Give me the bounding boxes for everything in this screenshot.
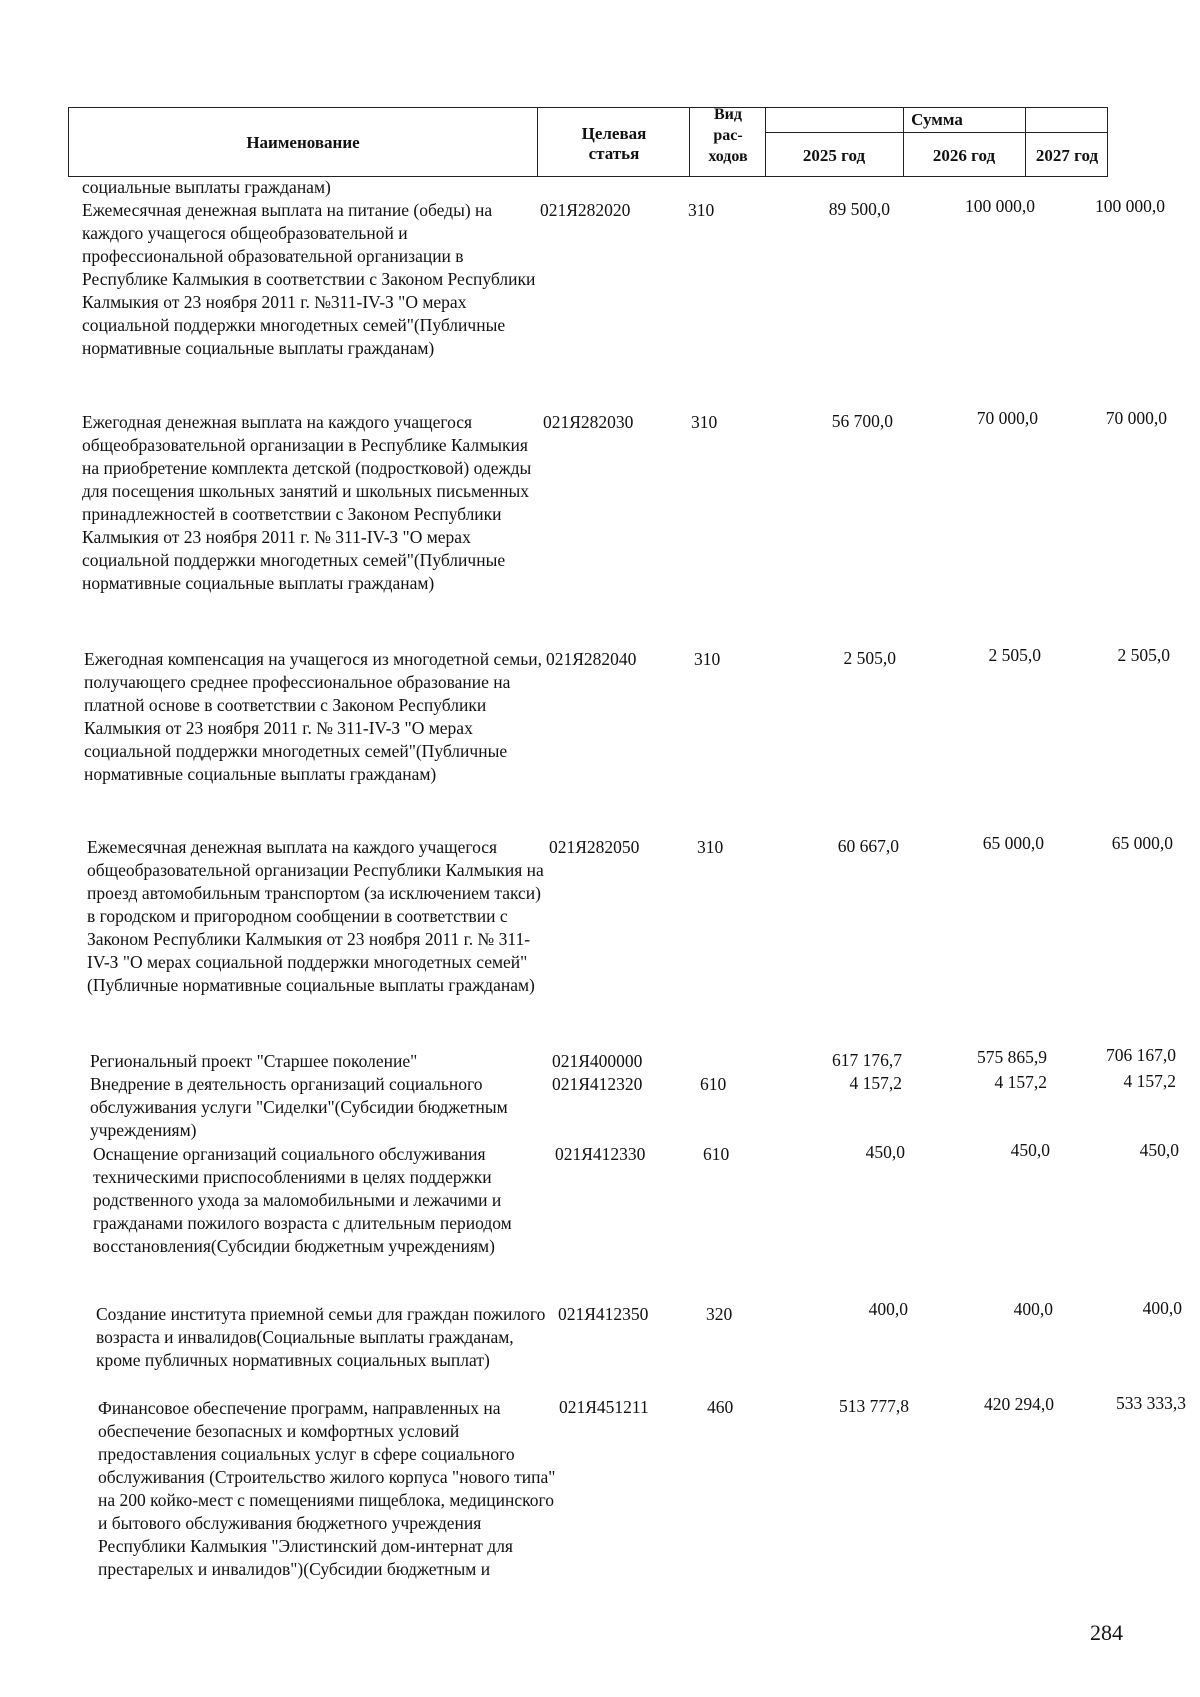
row-name: Ежегодная денежная выплата на каждого учащегося общеобразовательной организации в Республике Калмыкия на приобретение комплекта детской (подростковой) одежды для посещения школьных занятий и школьных письменных принадлежностей в соответствии с Законом Республики Калмыкия от 23 ноября 2011 г. № 311-IV-З "О мерах социальной поддержки многодетных семей"(Публичные нормативные социальные выплаты гражданам) <box>82 412 532 593</box>
row-2025: 513 777,8 <box>839 1396 909 1416</box>
row-code: 021Я412320 <box>552 1074 643 1094</box>
row-code: 021Я282040 <box>546 649 637 669</box>
row-2026: 450,0 <box>1010 1140 1050 1160</box>
row-2026: 2 505,0 <box>988 645 1041 665</box>
row-2025: 400,0 <box>868 1299 908 1319</box>
row-vid: 460 <box>707 1397 734 1417</box>
header-sum: Сумма <box>911 110 963 129</box>
row-2025: 450,0 <box>865 1142 905 1162</box>
row-vid: 610 <box>700 1074 727 1094</box>
header-divider <box>689 108 690 176</box>
row-2026: 70 000,0 <box>976 408 1038 428</box>
row-code: 021Я282020 <box>540 200 631 220</box>
row-2027: 4 157,2 <box>1123 1071 1176 1091</box>
row-2027: 400,0 <box>1142 1298 1182 1318</box>
page-number: 284 <box>1090 1620 1123 1645</box>
header-name: Наименование <box>246 133 360 152</box>
row-2025: 2 505,0 <box>843 648 896 668</box>
row-vid: 320 <box>706 1304 733 1324</box>
header-2027: 2027 год <box>1035 146 1099 165</box>
row-2027: 450,0 <box>1139 1140 1179 1160</box>
continuation-text: социальные выплаты гражданам) <box>82 177 331 197</box>
row-name: Финансовое обеспечение программ, направленных на обеспечение безопасных и комфортных условий предоставления социальных услуг в сфере социального обслуживания (Строительство жилого корпуса "нового типа" на 200 койко-мест с помещениями пищеблока, медицинского и бытового обслуживания бюджетного учреждения Республики Калмыкия "Элистинский дом-интернат для престарелых и инвалидов")(Субсидии бюджетным и <box>98 1398 556 1579</box>
row-2026: 575 865,9 <box>977 1047 1047 1067</box>
row-vid: 610 <box>703 1144 730 1164</box>
row-2025: 60 667,0 <box>837 836 899 856</box>
row-name: Ежемесячная денежная выплата на питание (обеды) на каждого учащегося общеобразовательной и профессиональной образовательной организации в Республике Калмыкия в соответствии с Законом Республики Калмыкия от 23 ноября 2011 г. №311-IV-З "О мерах социальной поддержки многодетных семей"(Публичные нормативные социальные выплаты гражданам) <box>82 200 536 358</box>
row-name: Оснащение организаций социального обслуживания техническими приспособлениями в целях поддержки родственного ухода за маломобильными и лежачими и гражданами пожилого возраста с длительным периодом восстановления(Субсидии бюджетным учреждениям) <box>93 1144 512 1256</box>
row-2026: 65 000,0 <box>982 833 1044 853</box>
row-vid: 310 <box>694 649 721 669</box>
row-2027: 2 505,0 <box>1117 645 1170 665</box>
row-2025: 89 500,0 <box>828 199 890 219</box>
row-2025: 617 176,7 <box>832 1050 902 1070</box>
row-2025: 56 700,0 <box>831 411 893 431</box>
row-vid: 310 <box>691 412 718 432</box>
row-2027: 100 000,0 <box>1095 196 1165 216</box>
row-vid: 310 <box>688 200 715 220</box>
row-2026: 4 157,2 <box>994 1072 1047 1092</box>
header-2025: 2025 год <box>802 146 866 165</box>
row-2026: 400,0 <box>1013 1299 1053 1319</box>
row-code: 021Я451211 <box>559 1397 649 1417</box>
header-code: Целевая статья <box>581 124 647 163</box>
header-vid: Вид рас-ходов <box>708 106 748 165</box>
header-2026: 2026 год <box>932 146 996 165</box>
row-2027: 65 000,0 <box>1111 833 1173 853</box>
header-divider <box>765 132 1107 133</box>
row-name: Региональный проект "Старшее поколение" <box>90 1051 418 1071</box>
row-name: Ежемесячная денежная выплата на каждого учащегося общеобразовательной организации Республики Калмыкия на проезд автомобильным транспортом (за исключением такси) в городском и пригородном сообщении в соответствии с Законом Республики Калмыкия от 23 ноября 2011 г. № 311-IV-З "О мерах социальной поддержки многодетных семей"(Публичные нормативные социальные выплаты гражданам) <box>87 837 544 995</box>
table-header <box>68 107 1108 177</box>
header-divider <box>537 108 538 176</box>
row-name: Внедрение в деятельность организаций социального обслуживания услуги "Сиделки"(Субсидии бюджетным учреждениям) <box>90 1074 508 1140</box>
row-name: Ежегодная компенсация на учащегося из многодетной семьи, получающего среднее профессиональное образование на платной основе в соответствии с Законом Республики Калмыкия от 23 ноября 2011 г. № 311-IV-З "О мерах социальной поддержки многодетных семей"(Публичные нормативные социальные выплаты гражданам) <box>84 649 543 784</box>
row-2027: 706 167,0 <box>1106 1045 1176 1065</box>
row-code: 021Я400000 <box>552 1051 643 1071</box>
row-2027: 533 333,3 <box>1116 1393 1186 1413</box>
row-2027: 70 000,0 <box>1105 408 1167 428</box>
row-code: 021Я412330 <box>555 1144 646 1164</box>
row-2025: 4 157,2 <box>849 1073 902 1093</box>
row-vid: 310 <box>697 837 724 857</box>
row-code: 021Я282050 <box>549 837 640 857</box>
row-code: 021Я412350 <box>558 1304 649 1324</box>
row-2026: 420 294,0 <box>984 1394 1054 1414</box>
row-code: 021Я282030 <box>543 412 634 432</box>
row-name: Создание института приемной семьи для граждан пожилого возраста и инвалидов(Социальные выплаты гражданам, кроме публичных нормативных социальных выплат) <box>96 1304 546 1370</box>
row-2026: 100 000,0 <box>965 196 1035 216</box>
